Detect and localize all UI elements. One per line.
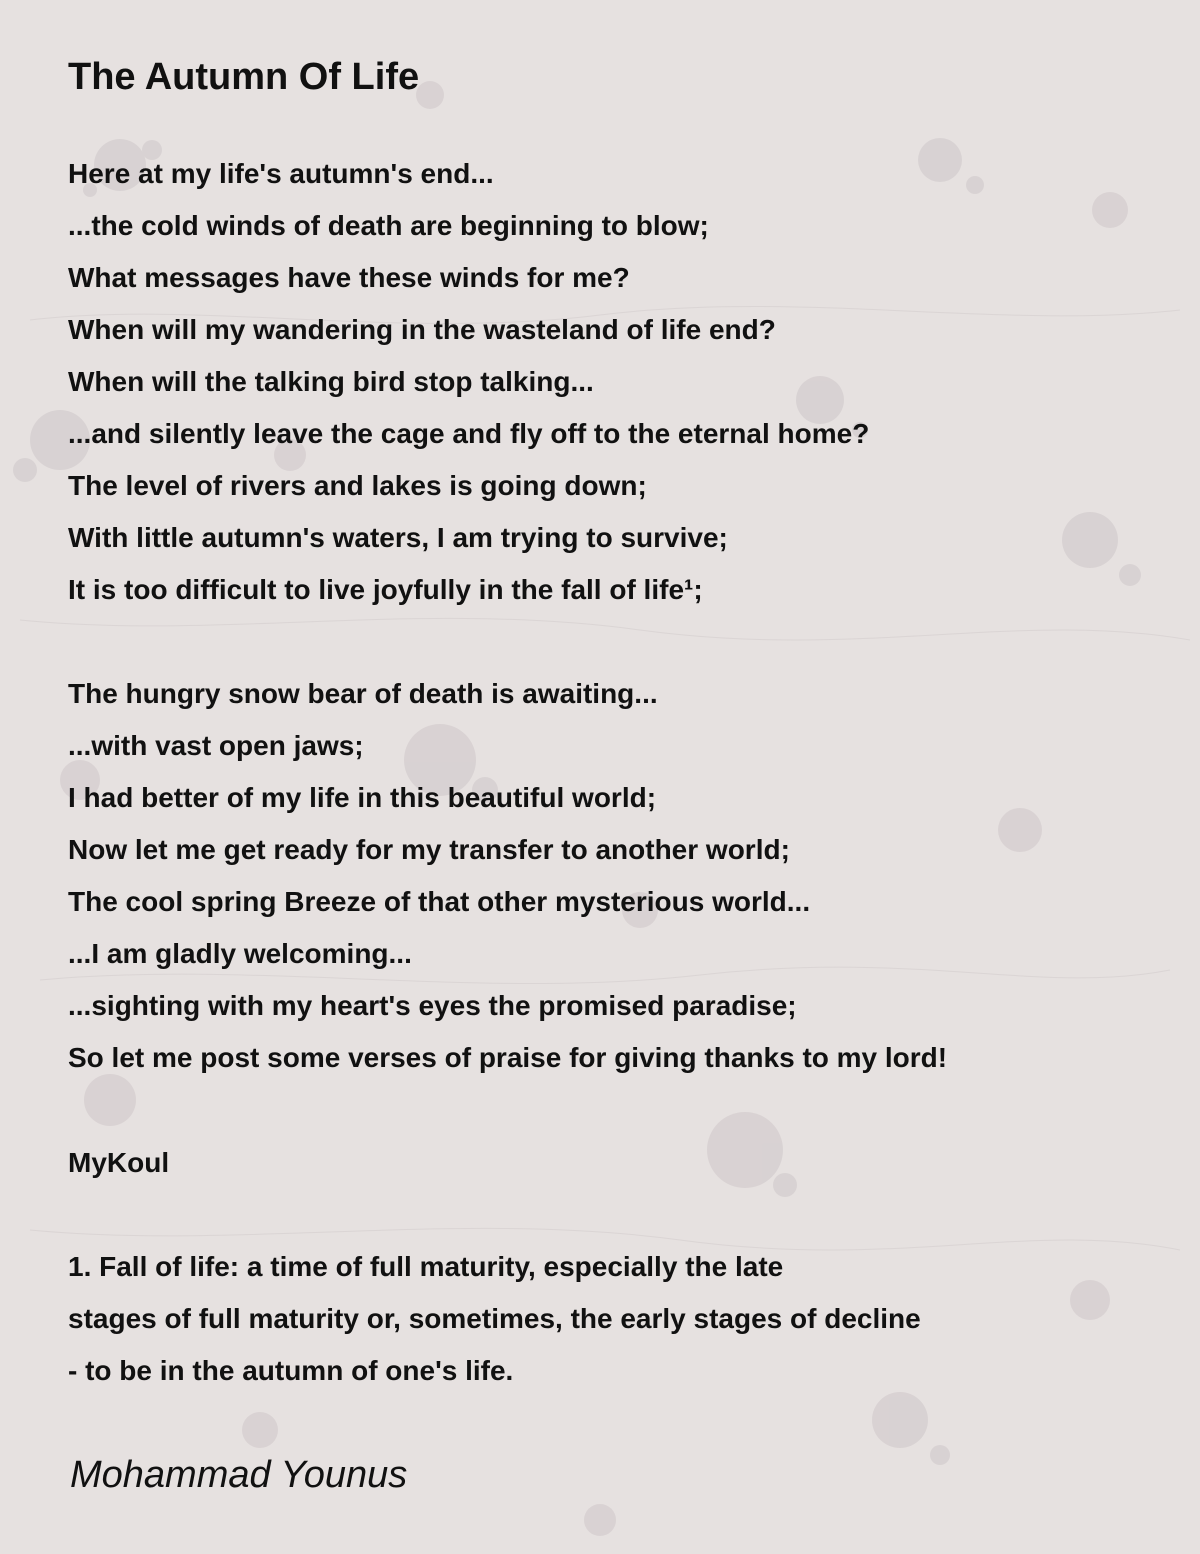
poem-line: Here at my life's autumn's end... — [68, 158, 494, 189]
poem-line: ...the cold winds of death are beginning to blow; — [68, 210, 709, 241]
stanza-2 — [68, 668, 947, 1084]
poem-line: ...I am gladly welcoming... — [68, 938, 412, 969]
poem-line: Now let me get ready for my transfer to another world; — [68, 834, 790, 865]
poem-line: ...sighting with my heart's eyes the promised paradise; — [68, 990, 797, 1021]
footnote — [68, 1241, 921, 1397]
poem-title: The Autumn Of Life — [68, 56, 420, 98]
poem-line: I had better of my life in this beautiful world; — [68, 782, 657, 813]
poem-line: When will my wandering in the wasteland of life end? — [68, 314, 776, 345]
poem-line: ...with vast open jaws; — [68, 730, 364, 761]
poem-signature — [68, 1137, 169, 1189]
poem-line: The hungry snow bear of death is awaiting... — [68, 678, 658, 709]
footnote-line: - to be in the autumn of one's life. — [68, 1355, 514, 1386]
stanza-1 — [68, 148, 869, 616]
poem-line: With little autumn's waters, I am trying to survive; — [68, 522, 728, 553]
poem-line: So let me post some verses of praise for giving thanks to my lord! — [68, 1042, 948, 1073]
footnote-line: 1. Fall of life: a time of full maturity, especially the late — [68, 1251, 784, 1282]
poem-line: What messages have these winds for me? — [68, 262, 630, 293]
poem-line: ...and silently leave the cage and fly off to the eternal home? — [68, 418, 870, 449]
poem-line: The cool spring Breeze of that other mysterious world... — [68, 886, 811, 917]
poem-line: When will the talking bird stop talking... — [68, 366, 594, 397]
footnote-line: stages of full maturity or, sometimes, the early stages of decline — [68, 1303, 921, 1334]
author-name: Mohammad Younus — [70, 1454, 408, 1496]
poem-line: It is too difficult to live joyfully in the fall of life¹; — [68, 574, 703, 605]
signature-text: MyKoul — [68, 1147, 170, 1178]
poem-line: The level of rivers and lakes is going down; — [68, 470, 647, 501]
